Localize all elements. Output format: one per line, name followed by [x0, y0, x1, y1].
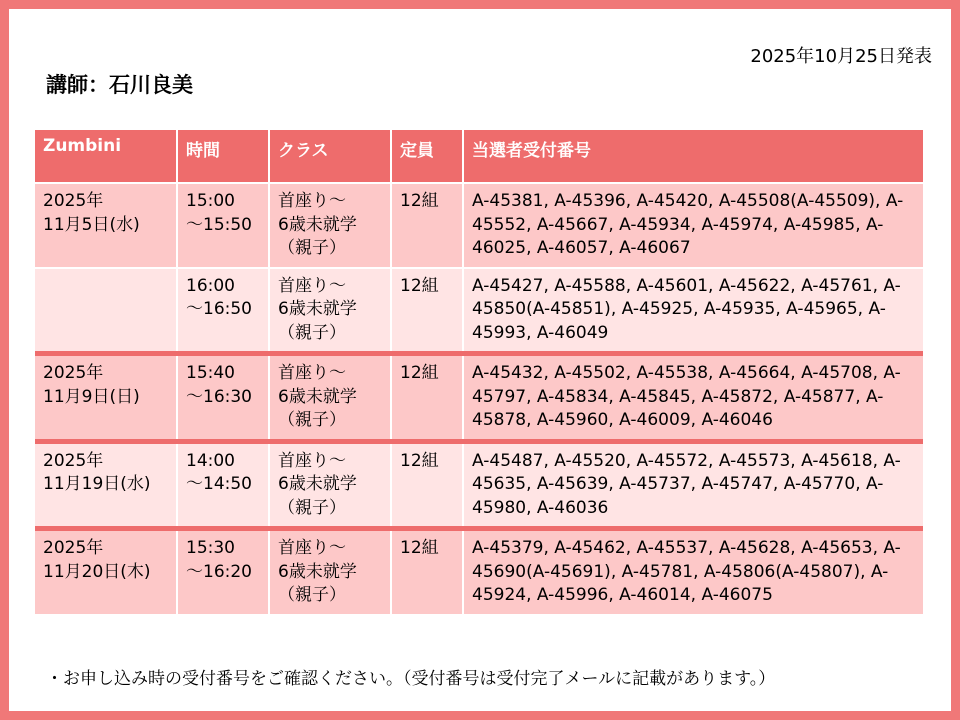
date-cell: [35, 269, 176, 352]
header-class: クラス: [270, 130, 390, 182]
class-cell: 首座り～ 6歳未就学 （親子）: [270, 269, 390, 352]
class-cell: 首座り～ 6歳未就学 （親子）: [270, 531, 390, 614]
instructor-name: 講師：石川良美: [46, 73, 193, 97]
table-row: [35, 356, 923, 439]
lottery-results-table: [33, 130, 925, 614]
class-cell: 首座り～ 6歳未就学 （親子）: [270, 184, 390, 267]
announce-date: 2025年10月25日発表: [750, 46, 932, 67]
time-cell: 16:00 ～16:50: [178, 269, 268, 352]
time-cell: 15:30 ～16:20: [178, 531, 268, 614]
header-winners: 当選者受付番号: [464, 130, 923, 182]
winners-cell: A-45432, A-45502, A-45538, A-45664, A-45708, A-45797, A-45834, A-45845, A-45872, A-45877, A-45878, A-45960, A-46009, A-46046: [464, 356, 923, 439]
date-cell: 2025年 11月20日(木): [35, 531, 176, 614]
winners-cell: A-45427, A-45588, A-45601, A-45622, A-45761, A-45850(A-45851), A-45925, A-45935, A-45965, A-45993, A-46049: [464, 269, 923, 352]
winners-cell: A-45379, A-45462, A-45537, A-45628, A-45653, A-45690(A-45691), A-45781, A-45806(A-45807), A-45924, A-45996, A-46014, A-46075: [464, 531, 923, 614]
time-cell: 15:00 ～15:50: [178, 184, 268, 267]
table-row: [35, 444, 923, 527]
header-zumbini: Zumbini: [35, 130, 176, 182]
header-time: 時間: [178, 130, 268, 182]
capacity-cell: 12組: [392, 356, 462, 439]
table-header-row: [35, 130, 923, 182]
time-cell: 15:40 ～16:30: [178, 356, 268, 439]
date-cell: 2025年 11月5日(水): [35, 184, 176, 267]
date-cell: 2025年 11月19日(水): [35, 444, 176, 527]
table-row: [35, 269, 923, 352]
table-row: [35, 184, 923, 267]
footnote: ・お申し込み時の受付番号をご確認ください。（受付番号は受付完了メールに記載があります。）: [46, 669, 776, 689]
capacity-cell: 12組: [392, 269, 462, 352]
capacity-cell: 12組: [392, 184, 462, 267]
winners-cell: A-45487, A-45520, A-45572, A-45573, A-45618, A-45635, A-45639, A-45737, A-45747, A-45770, A-45980, A-46036: [464, 444, 923, 527]
capacity-cell: 12組: [392, 444, 462, 527]
class-cell: 首座り～ 6歳未就学 （親子）: [270, 356, 390, 439]
date-cell: 2025年 11月9日(日): [35, 356, 176, 439]
header-capacity: 定員: [392, 130, 462, 182]
table-row: [35, 531, 923, 614]
capacity-cell: 12組: [392, 531, 462, 614]
class-cell: 首座り～ 6歳未就学 （親子）: [270, 444, 390, 527]
time-cell: 14:00 ～14:50: [178, 444, 268, 527]
winners-cell: A-45381, A-45396, A-45420, A-45508(A-45509), A-45552, A-45667, A-45934, A-45974, A-45985, A-46025, A-46057, A-46067: [464, 184, 923, 267]
